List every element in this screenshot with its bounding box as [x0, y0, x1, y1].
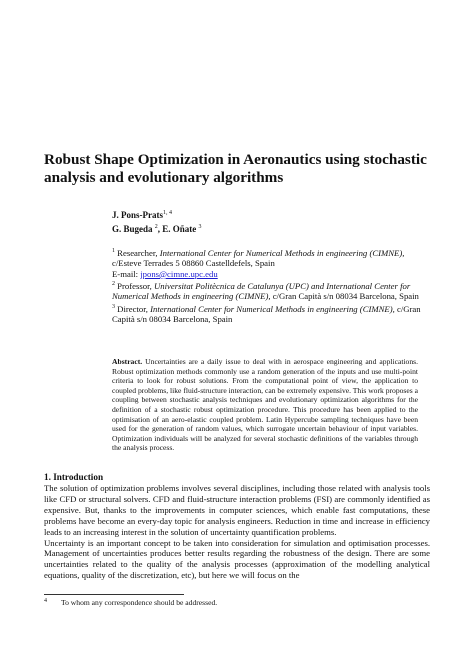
email-label: E-mail:: [112, 268, 141, 279]
affiliation-2: [112, 279, 426, 302]
affiliation-institution: Universitat Politècnica de Catalunya (UPC) and International Center for Numerical Methods in engineering (CIMNE),: [112, 281, 411, 302]
affiliation-role: Professor,: [117, 281, 154, 291]
email-link[interactable]: jpons@cimne.upc.edu: [140, 268, 218, 279]
paragraph: The solution of optimization problems involves several disciplines, including those related with analysis tools like CFD or structural solvers. CFD and fluid-structure interaction problems (FSI) are commonly identified as expensive. But, thanks to the improvements in computer sciences, which enable fast computations, these problems have become an every-day topic for analysis engineers. Reduction in time and increase in efficiency leads to an increasing interest in the solution of uncertainty quantification problems.: [44, 483, 430, 537]
affiliation-institution: International Center for Numerical Methods in engineering (CIMNE),: [159, 247, 405, 258]
affiliation-3: [112, 302, 426, 325]
paper-title: Robust Shape Optimization in Aeronautics using stochastic analysis and evolutionary algorithms: [44, 151, 427, 186]
author-list: [112, 207, 202, 235]
affiliation-mark: 3: [112, 303, 115, 310]
paragraph: Uncertainty is an important concept to be taken into consideration for simulation and optimisation processes. Management of uncertainties produces better results regarding the robustness of the design. There are some uncertainties related to the quality of the analysis processes (approximation of the modelling analytical equations, quality of the discretization, etc), but here we will focus on the: [44, 537, 430, 581]
author-marks: 2: [154, 224, 158, 230]
affiliation-mark: 1: [112, 248, 115, 254]
author-name: E. Oñate: [162, 224, 197, 234]
author-name: G. Bugeda: [112, 224, 153, 234]
affiliation-address: c/Gran Capità s/n 08034 Barcelona, Spain: [112, 303, 421, 325]
affiliation-address: c/Esteve Terrades 5 08860 Castelldefels, Spain: [112, 258, 275, 269]
abstract: [112, 357, 418, 453]
abstract-label: Abstract.: [112, 357, 143, 366]
footnote-text: To whom any correspondence should be addressed.: [61, 598, 218, 607]
author-marks: 1, 4: [163, 210, 172, 216]
footnote-divider: [44, 594, 184, 595]
author-marks: 3: [198, 224, 202, 230]
affiliations: [112, 246, 426, 325]
affiliation-mark: 2: [112, 281, 115, 288]
author-name: J. Pons-Prats: [112, 210, 163, 220]
footnote-mark: 4: [44, 598, 47, 604]
abstract-text: Uncertainties are a daily issue to deal with in aerospace engineering and applications. Robust optimization methods commonly use a random generation of the inputs and use multi-point criteria to look for robust solutions. From the computational point of view, the application to coupled problems, like fluid-structure interaction, can be extremely expensive. This work proposes a coupling between stochastic analysis techniques and evolutionary optimization algorithms for the definition of a stochastic robust optimization procedure. This procedure has been applied to the optimisation of an aero-elastic coupled problem. Latin Hypercube sampling techniques have been used for the generation of random values, which surrogate uncertain behaviour of input variables. Optimization individuals will be analyzed for several stochastic definitions of the variables through the analysis process.: [112, 357, 418, 453]
author: G. Bugeda $^2$, E. Oñate $^3$: [112, 224, 202, 234]
affiliation-role: Director,: [117, 303, 151, 314]
author: [112, 207, 202, 221]
affiliation-address: c/Gran Capità s/n 08034 Barcelona, Spain: [270, 291, 419, 302]
affiliation-1: [112, 246, 426, 279]
section-heading: 1. Introduction: [44, 472, 104, 482]
affiliation-institution: International Center for Numerical Methods in engineering (CIMNE),: [150, 303, 395, 314]
footnote: [44, 598, 217, 609]
introduction-body: [44, 483, 430, 581]
affiliation-role: Researcher,: [117, 247, 160, 258]
